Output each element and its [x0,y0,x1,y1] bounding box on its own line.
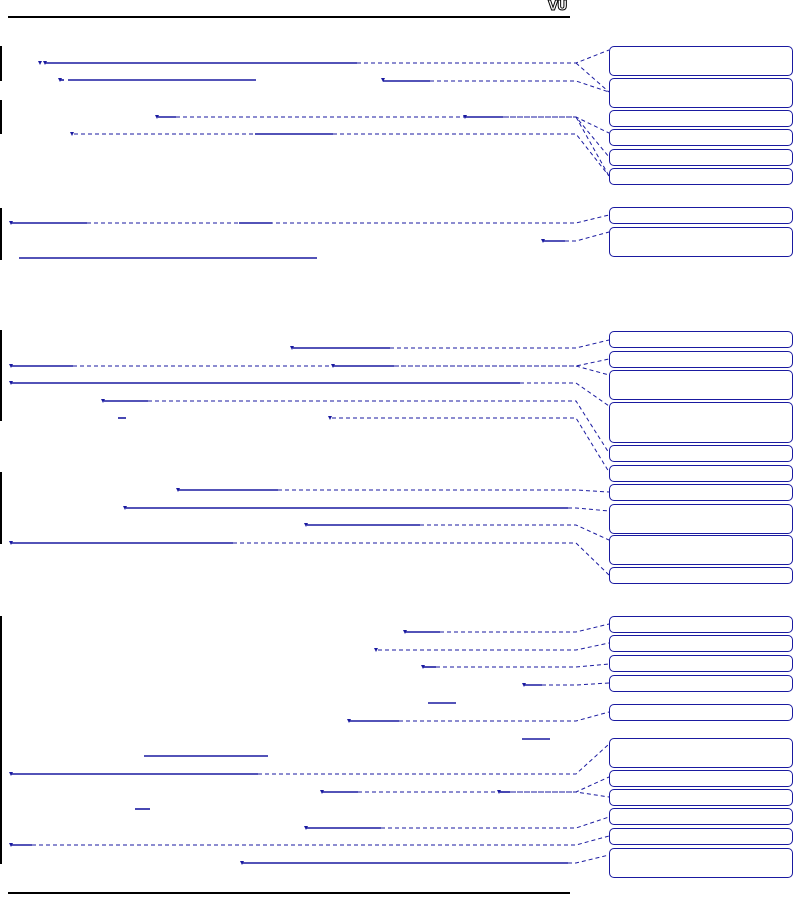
comment-balloon[interactable] [609,655,793,672]
comment-balloon[interactable] [609,370,793,400]
comment-balloon[interactable] [609,704,793,721]
comment-balloon[interactable] [609,129,793,146]
comment-balloon[interactable] [609,808,793,825]
comment-balloon[interactable] [609,738,793,768]
comment-balloon[interactable] [609,227,793,257]
comment-balloon[interactable] [609,535,793,565]
comment-balloon[interactable] [609,848,793,878]
comment-balloon[interactable] [609,168,793,185]
comment-balloon[interactable] [609,465,793,482]
comment-balloon[interactable] [609,110,793,127]
comment-balloon[interactable] [609,789,793,806]
comment-balloon[interactable] [609,78,793,108]
comment-balloon[interactable] [609,46,793,76]
comment-balloon[interactable] [609,207,793,224]
comment-balloon[interactable] [609,567,793,584]
comment-balloon[interactable] [609,675,793,692]
comment-balloon[interactable] [609,616,793,633]
comment-balloon[interactable] [609,504,793,534]
comment-balloon[interactable] [609,484,793,501]
comment-balloon[interactable] [609,828,793,845]
comment-balloon[interactable] [609,149,793,166]
comment-balloon[interactable] [609,635,793,652]
comment-balloon[interactable] [609,402,793,443]
header-logo: VU [548,0,567,14]
comment-balloon[interactable] [609,331,793,348]
comment-balloon[interactable] [609,770,793,787]
comment-balloon[interactable] [609,445,793,462]
comment-balloon[interactable] [609,351,793,368]
